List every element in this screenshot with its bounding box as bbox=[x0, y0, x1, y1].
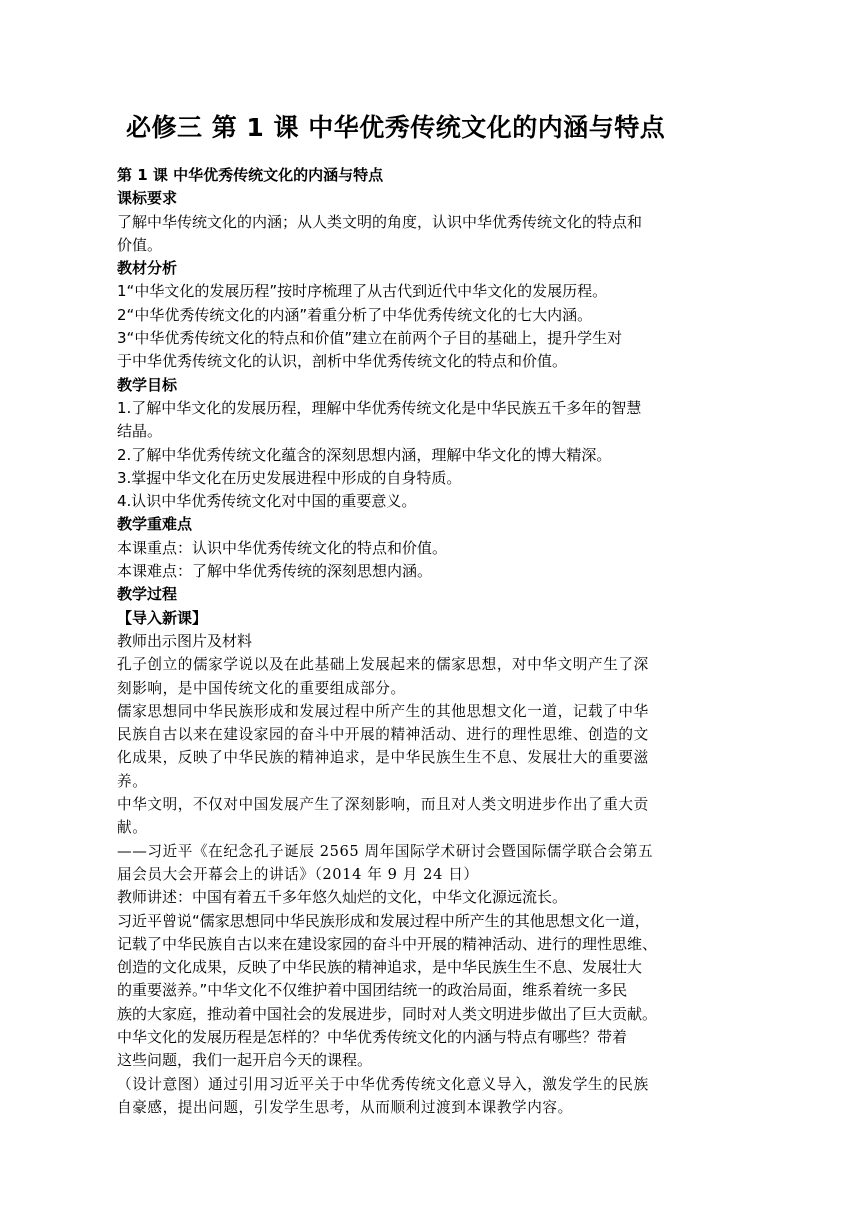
paragraph-line: 记载了中华民族自古以来在建设家园的奋斗中开展的精神活动、进行的理性思维、 bbox=[117, 934, 658, 953]
paragraph-line: 1.了解中华文化的发展历程，理解中华优秀传统文化是中华民族五千多年的智慧 bbox=[117, 398, 642, 417]
quote-line: 孔子创立的儒家学说以及在此基础上发展起来的儒家思想，对中华文明产生了深 bbox=[117, 656, 649, 674]
paragraph-line: 1“中华文化的发展历程”按时序梳理了从古代到近代中华文化的发展历程。 bbox=[117, 282, 608, 301]
paragraph-line: 本课重点：认识中华优秀传统文化的特点和价值。 bbox=[117, 538, 448, 557]
quote-line: 养。 bbox=[117, 772, 148, 790]
paragraph-line: 于中华优秀传统文化的认识，剖析中华优秀传统文化的特点和价值。 bbox=[117, 352, 568, 371]
paragraph-line: 结晶。 bbox=[117, 422, 163, 441]
paragraph-line: 创造的文化成果，反映了中华民族的精神追求，是中华民族生生不息、发展壮大 bbox=[117, 958, 643, 977]
paragraph-line: 族的大家庭，推动着中国社会的发展进步，同时对人类文明进步做出了巨大贡献。 bbox=[117, 1004, 658, 1023]
design-intent-line: 自豪感，提出问题，引发学生思考，从而顺利过渡到本课教学内容。 bbox=[117, 1098, 573, 1116]
section-heading: 教学重难点 bbox=[117, 515, 193, 534]
paragraph-line: 2“中华优秀传统文化的内涵”着重分析了中华优秀传统文化的七大内涵。 bbox=[117, 305, 593, 324]
paragraph-line: 本课难点：了解中华优秀传统的深刻思想内涵。 bbox=[117, 562, 433, 581]
paragraph-line: 的重要滋养。”中华文化不仅维护着中国团结统一的政治局面，维系着统一多民 bbox=[117, 981, 628, 1000]
design-intent-line: （设计意图）通过引用习近平关于中华优秀传统文化意义导入，激发学生的民族 bbox=[117, 1075, 649, 1093]
quote-line: 儒家思想同中华民族形成和发展过程中所产生的其他思想文化一道，记载了中华 bbox=[117, 702, 649, 720]
paragraph-line: 这些问题，我们一起开启今天的课程。 bbox=[117, 1051, 373, 1070]
section-heading: 教材分析 bbox=[117, 259, 178, 278]
quote-line: 献。 bbox=[117, 819, 148, 837]
quote-line: 中华文明，不仅对中国发展产生了深刻影响，而且对人类文明进步作出了重大贡 bbox=[117, 796, 649, 814]
quote-line: 化成果，反映了中华民族的精神追求，是中华民族生生不息、发展壮大的重要滋 bbox=[117, 749, 649, 767]
paragraph-line: 习近平曾说“儒家思想同中华民族形成和发展过程中所产生的其他思想文化一道， bbox=[117, 911, 650, 930]
paragraph-line: 3“中华优秀传统文化的特点和价值”建立在前两个子目的基础上，提升学生对 bbox=[117, 329, 623, 348]
paragraph-line: 教师出示图片及材料 bbox=[117, 631, 253, 650]
quote-line: 刻影响，是中国传统文化的重要组成部分。 bbox=[117, 679, 406, 697]
paragraph-line: 教师讲述：中国有着五千多年悠久灿烂的文化，中华文化源远流长。 bbox=[117, 888, 568, 907]
section-heading: 教学过程 bbox=[117, 585, 178, 604]
subsection-heading: 【导入新课】 bbox=[117, 608, 208, 627]
citation-line: 届会员大会开幕会上的讲话》（2014 年 9 月 24 日） bbox=[117, 865, 479, 883]
paragraph-line: 4.认识中华优秀传统文化对中国的重要意义。 bbox=[117, 492, 417, 511]
paragraph-line: 2.了解中华优秀传统文化蕴含的深刻思想内涵，理解中华文化的博大精深。 bbox=[117, 445, 612, 464]
citation-line: ——习近平《在纪念孔子诞辰 2565 周年国际学术研讨会暨国际儒学联合会第五 bbox=[117, 842, 654, 860]
lesson-heading: 第 1 课 中华优秀传统文化的内涵与特点 bbox=[117, 166, 384, 184]
section-heading: 教学目标 bbox=[117, 375, 178, 394]
document-body bbox=[117, 164, 742, 1119]
paragraph-line: 价值。 bbox=[117, 235, 163, 254]
page-title: 必修三 第 1 课 中华优秀传统文化的内涵与特点 bbox=[126, 113, 666, 142]
quote-line: 民族自古以来在建设家园的奋斗中开展的精神活动、进行的理性思维、创造的文 bbox=[117, 726, 649, 744]
paragraph-line: 了解中华传统文化的内涵；从人类文明的角度，认识中华优秀传统文化的特点和 bbox=[117, 212, 643, 231]
paragraph-line: 中华文化的发展历程是怎样的？中华优秀传统文化的内涵与特点有哪些？带着 bbox=[117, 1027, 628, 1046]
paragraph-line: 3.掌握中华文化在历史发展进程中形成的自身特质。 bbox=[117, 468, 462, 487]
section-heading: 课标要求 bbox=[117, 189, 178, 208]
